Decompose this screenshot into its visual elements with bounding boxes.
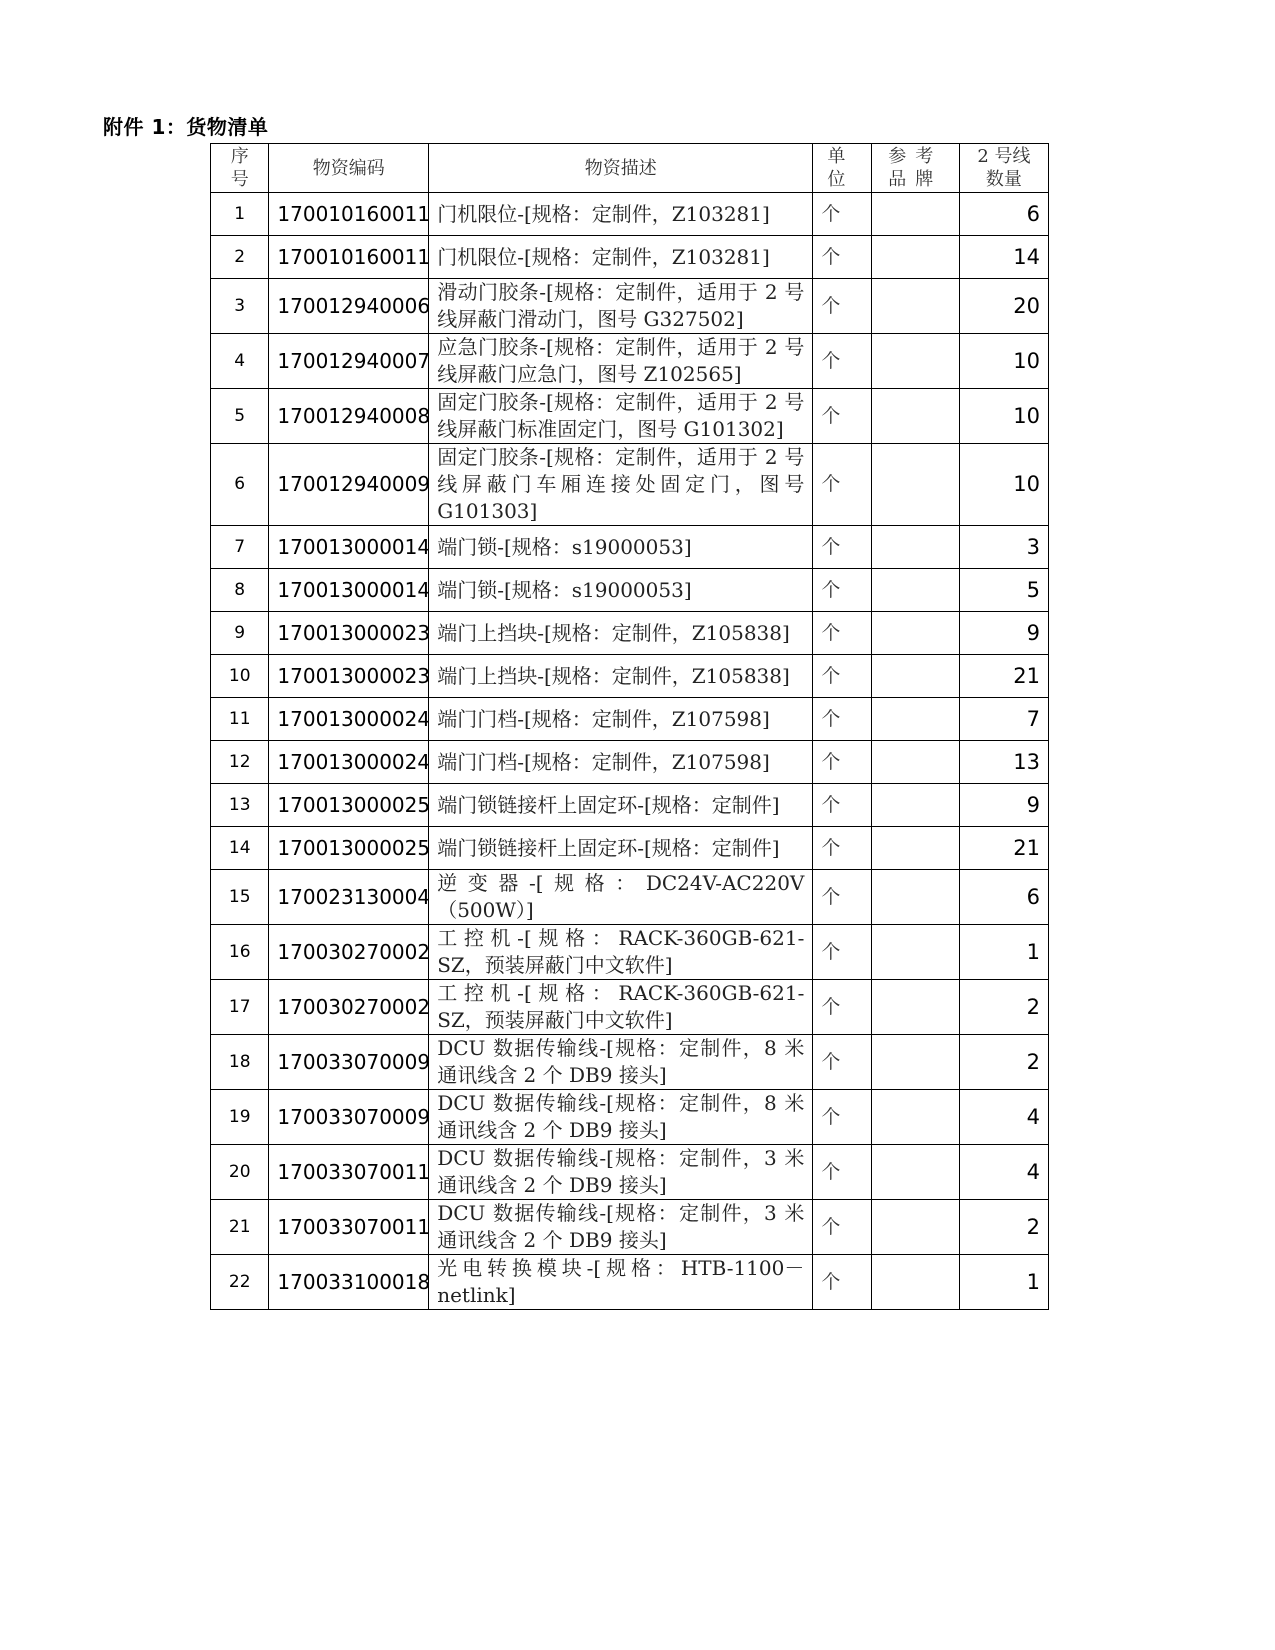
cell-brand <box>871 827 959 870</box>
cell-desc: 端门锁链接杆上固定环-[规格：定制件] <box>429 784 813 827</box>
cell-code: 170023130004 <box>269 870 429 925</box>
cell-brand <box>871 698 959 741</box>
cell-brand <box>871 925 959 980</box>
cell-unit: 个 <box>813 741 871 784</box>
cell-seq: 7 <box>211 526 269 569</box>
cell-seq: 22 <box>211 1255 269 1310</box>
cell-code: 170033070011 <box>269 1145 429 1200</box>
cell-desc: DCU 数据传输线-[规格：定制件，3 米通讯线含 2 个 DB9 接头] <box>429 1145 813 1200</box>
column-header-desc: 物资描述 <box>429 144 813 193</box>
cell-desc: 端门上挡块-[规格：定制件，Z105838] <box>429 655 813 698</box>
cell-unit: 个 <box>813 526 871 569</box>
table-row <box>211 444 1049 526</box>
cell-desc: 工控机-[规格：RACK-360GB-621-SZ，预装屏蔽门中文软件] <box>429 980 813 1035</box>
goods-table <box>210 143 1049 1310</box>
cell-qty: 10 <box>959 389 1048 444</box>
cell-seq: 2 <box>211 236 269 279</box>
cell-desc: 门机限位-[规格：定制件，Z103281] <box>429 193 813 236</box>
cell-unit: 个 <box>813 827 871 870</box>
cell-brand <box>871 870 959 925</box>
cell-seq: 21 <box>211 1200 269 1255</box>
cell-unit: 个 <box>813 870 871 925</box>
cell-brand <box>871 1255 959 1310</box>
cell-seq: 20 <box>211 1145 269 1200</box>
cell-unit: 个 <box>813 569 871 612</box>
cell-qty: 20 <box>959 279 1048 334</box>
table-row <box>211 1255 1049 1310</box>
cell-qty: 10 <box>959 334 1048 389</box>
cell-brand <box>871 389 959 444</box>
table-row <box>211 334 1049 389</box>
cell-qty: 3 <box>959 526 1048 569</box>
column-header-qty: 2 号线数量 <box>959 144 1048 193</box>
cell-brand <box>871 526 959 569</box>
cell-desc: 端门锁-[规格：s19000053] <box>429 569 813 612</box>
cell-code: 170033070009 <box>269 1035 429 1090</box>
table-row <box>211 569 1049 612</box>
cell-unit: 个 <box>813 334 871 389</box>
cell-brand <box>871 279 959 334</box>
cell-desc: 门机限位-[规格：定制件，Z103281] <box>429 236 813 279</box>
cell-unit: 个 <box>813 1035 871 1090</box>
cell-seq: 17 <box>211 980 269 1035</box>
cell-unit: 个 <box>813 1090 871 1145</box>
cell-code: 170013000024 <box>269 741 429 784</box>
cell-brand <box>871 1035 959 1090</box>
cell-seq: 15 <box>211 870 269 925</box>
cell-qty: 1 <box>959 1255 1048 1310</box>
cell-desc: 应急门胶条-[规格：定制件，适用于 2 号线屏蔽门应急门，图号 Z102565] <box>429 334 813 389</box>
cell-seq: 4 <box>211 334 269 389</box>
cell-unit: 个 <box>813 236 871 279</box>
cell-seq: 16 <box>211 925 269 980</box>
cell-desc: 工控机-[规格：RACK-360GB-621-SZ，预装屏蔽门中文软件] <box>429 925 813 980</box>
cell-qty: 9 <box>959 784 1048 827</box>
cell-code: 170010160011 <box>269 236 429 279</box>
table-row <box>211 1200 1049 1255</box>
cell-unit: 个 <box>813 655 871 698</box>
table-row <box>211 1145 1049 1200</box>
table-row <box>211 870 1049 925</box>
cell-unit: 个 <box>813 193 871 236</box>
cell-brand <box>871 1200 959 1255</box>
cell-code: 170012940009 <box>269 444 429 526</box>
cell-seq: 13 <box>211 784 269 827</box>
cell-brand <box>871 655 959 698</box>
cell-seq: 10 <box>211 655 269 698</box>
cell-code: 170013000025 <box>269 784 429 827</box>
cell-desc: 端门锁-[规格：s19000053] <box>429 526 813 569</box>
cell-qty: 2 <box>959 980 1048 1035</box>
cell-unit: 个 <box>813 1145 871 1200</box>
cell-seq: 3 <box>211 279 269 334</box>
table-row <box>211 1090 1049 1145</box>
cell-desc: 端门上挡块-[规格：定制件，Z105838] <box>429 612 813 655</box>
table-row <box>211 612 1049 655</box>
cell-qty: 10 <box>959 444 1048 526</box>
cell-brand <box>871 612 959 655</box>
cell-seq: 5 <box>211 389 269 444</box>
cell-unit: 个 <box>813 444 871 526</box>
cell-unit: 个 <box>813 980 871 1035</box>
cell-brand <box>871 980 959 1035</box>
cell-unit: 个 <box>813 925 871 980</box>
cell-desc: DCU 数据传输线-[规格：定制件，8 米通讯线含 2 个 DB9 接头] <box>429 1035 813 1090</box>
table-row <box>211 741 1049 784</box>
column-header-unit: 单位 <box>813 144 871 193</box>
cell-desc: 端门锁链接杆上固定环-[规格：定制件] <box>429 827 813 870</box>
cell-brand <box>871 236 959 279</box>
cell-code: 170013000014 <box>269 526 429 569</box>
table-row <box>211 698 1049 741</box>
cell-desc: 滑动门胶条-[规格：定制件，适用于 2 号线屏蔽门滑动门，图号 G327502] <box>429 279 813 334</box>
cell-seq: 19 <box>211 1090 269 1145</box>
cell-qty: 1 <box>959 925 1048 980</box>
table-row <box>211 784 1049 827</box>
cell-desc: DCU 数据传输线-[规格：定制件，8 米通讯线含 2 个 DB9 接头] <box>429 1090 813 1145</box>
cell-brand <box>871 193 959 236</box>
cell-desc: 固定门胶条-[规格：定制件，适用于 2 号线屏蔽门标准固定门，图号 G101302] <box>429 389 813 444</box>
cell-qty: 6 <box>959 870 1048 925</box>
cell-qty: 21 <box>959 827 1048 870</box>
cell-qty: 6 <box>959 193 1048 236</box>
cell-desc: 端门门档-[规格：定制件，Z107598] <box>429 741 813 784</box>
table-row <box>211 655 1049 698</box>
cell-code: 170030270002 <box>269 925 429 980</box>
table-row <box>211 193 1049 236</box>
cell-code: 170010160011 <box>269 193 429 236</box>
cell-code: 170013000024 <box>269 698 429 741</box>
cell-desc: 端门门档-[规格：定制件，Z107598] <box>429 698 813 741</box>
cell-qty: 4 <box>959 1145 1048 1200</box>
cell-code: 170013000014 <box>269 569 429 612</box>
cell-desc: 光电转换模块-[规格：HTB-1100－netlink] <box>429 1255 813 1310</box>
cell-code: 170012940008 <box>269 389 429 444</box>
cell-seq: 14 <box>211 827 269 870</box>
cell-code: 170013000025 <box>269 827 429 870</box>
cell-qty: 9 <box>959 612 1048 655</box>
page-title: 附件 1：货物清单 <box>103 115 269 139</box>
cell-code: 170012940006 <box>269 279 429 334</box>
cell-code: 170033100018 <box>269 1255 429 1310</box>
cell-unit: 个 <box>813 279 871 334</box>
table-body <box>211 193 1049 1310</box>
cell-seq: 12 <box>211 741 269 784</box>
cell-seq: 1 <box>211 193 269 236</box>
cell-code: 170012940007 <box>269 334 429 389</box>
table-row <box>211 980 1049 1035</box>
table-row <box>211 1035 1049 1090</box>
cell-seq: 8 <box>211 569 269 612</box>
table-header-row <box>211 144 1049 193</box>
cell-qty: 14 <box>959 236 1048 279</box>
cell-qty: 7 <box>959 698 1048 741</box>
table-row <box>211 526 1049 569</box>
cell-unit: 个 <box>813 612 871 655</box>
cell-brand <box>871 1090 959 1145</box>
cell-unit: 个 <box>813 389 871 444</box>
cell-desc: 逆变器-[规格：DC24V-AC220V（500W）] <box>429 870 813 925</box>
column-header-code: 物资编码 <box>269 144 429 193</box>
cell-seq: 9 <box>211 612 269 655</box>
cell-unit: 个 <box>813 1255 871 1310</box>
table-row <box>211 827 1049 870</box>
cell-brand <box>871 1145 959 1200</box>
cell-qty: 4 <box>959 1090 1048 1145</box>
cell-unit: 个 <box>813 784 871 827</box>
cell-seq: 11 <box>211 698 269 741</box>
table-row <box>211 925 1049 980</box>
cell-code: 170013000023 <box>269 655 429 698</box>
cell-desc: 固定门胶条-[规格：定制件，适用于 2 号线屏蔽门车厢连接处固定门，图号 G101303] <box>429 444 813 526</box>
table-row <box>211 389 1049 444</box>
cell-code: 170013000023 <box>269 612 429 655</box>
cell-seq: 18 <box>211 1035 269 1090</box>
cell-seq: 6 <box>211 444 269 526</box>
cell-code: 170030270002 <box>269 980 429 1035</box>
cell-code: 170033070011 <box>269 1200 429 1255</box>
cell-code: 170033070009 <box>269 1090 429 1145</box>
column-header-seq: 序号 <box>211 144 269 193</box>
cell-unit: 个 <box>813 698 871 741</box>
cell-brand <box>871 784 959 827</box>
cell-unit: 个 <box>813 1200 871 1255</box>
cell-qty: 2 <box>959 1035 1048 1090</box>
cell-brand <box>871 741 959 784</box>
cell-qty: 13 <box>959 741 1048 784</box>
cell-qty: 5 <box>959 569 1048 612</box>
cell-brand <box>871 444 959 526</box>
table-row <box>211 279 1049 334</box>
column-header-brand: 参考品牌 <box>871 144 959 193</box>
cell-qty: 21 <box>959 655 1048 698</box>
cell-desc: DCU 数据传输线-[规格：定制件，3 米通讯线含 2 个 DB9 接头] <box>429 1200 813 1255</box>
cell-brand <box>871 334 959 389</box>
table-row <box>211 236 1049 279</box>
cell-qty: 2 <box>959 1200 1048 1255</box>
cell-brand <box>871 569 959 612</box>
